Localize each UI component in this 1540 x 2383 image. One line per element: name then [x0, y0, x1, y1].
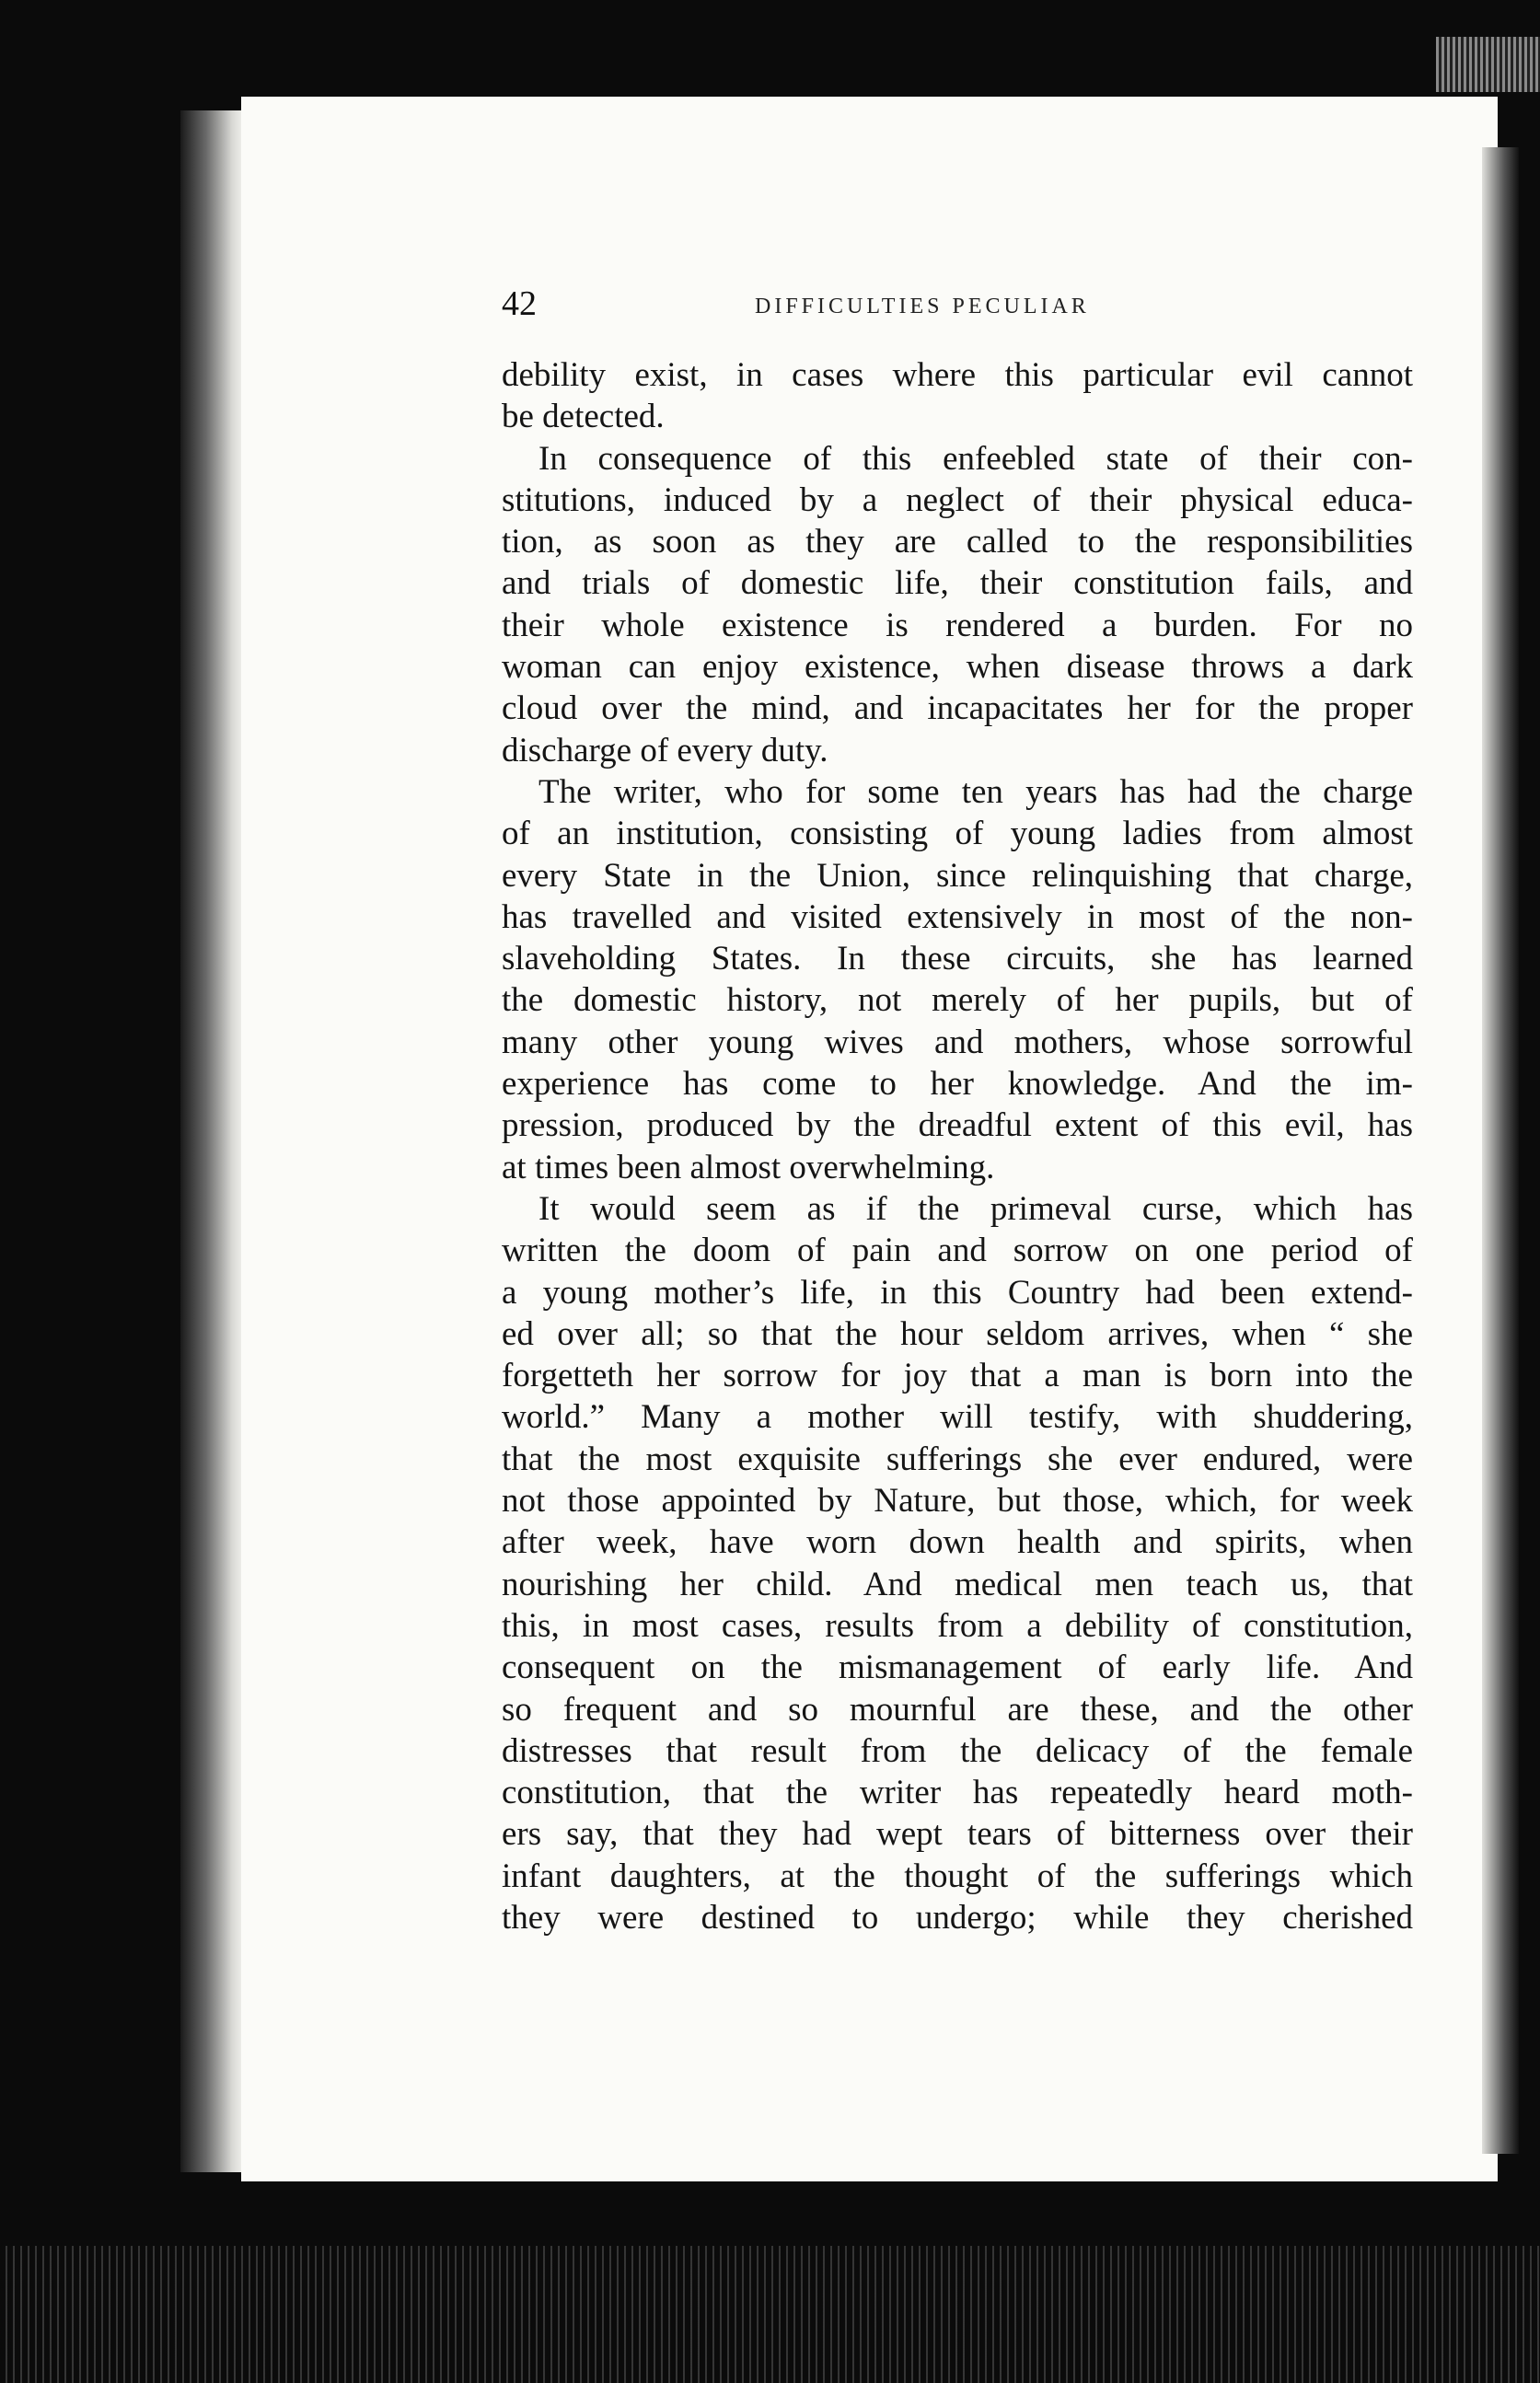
text-line: so frequent and so mournful are these, and the other [502, 1690, 1413, 1729]
page-edge-left [180, 110, 245, 2172]
text-line: of an institution, consisting of young ladies from almost [502, 815, 1413, 853]
text-line: distresses that result from the delicacy of the female [502, 1731, 1413, 1770]
text-line: every State in the Union, since relinquishing that charge, [502, 856, 1413, 895]
page-edge-right [1482, 147, 1519, 2154]
text-line: ers say, that they had wept tears of bitterness over their [502, 1815, 1413, 1854]
text-line: be detected. [502, 398, 665, 436]
text-line: cloud over the mind, and incapacitates her for the proper [502, 689, 1413, 728]
text-line: debility exist, in cases where this particular evil cannot [502, 356, 1413, 394]
text-line: experience has come to her knowledge. And the im- [502, 1065, 1413, 1104]
text-line: and trials of domestic life, their constitution fails, and [502, 564, 1413, 603]
text-line: nourishing her child. And medical men teach us, that [502, 1565, 1413, 1603]
text-line: the domestic history, not merely of her pupils, but of [502, 981, 1413, 1020]
text-line: discharge of every duty. [502, 731, 828, 769]
text-line: at times been almost overwhelming. [502, 1148, 995, 1186]
text-line: many other young wives and mothers, whose sorrowful [502, 1023, 1413, 1061]
text-line: slaveholding States. In these circuits, she has learned [502, 940, 1413, 978]
text-line: ed over all; so that the hour seldom arrives, when “ she [502, 1314, 1413, 1353]
text-line: stitutions, induced by a neglect of their physical educa- [502, 480, 1413, 519]
text-line: consequent on the mismanagement of early life. And [502, 1648, 1413, 1687]
text-line: tion, as soon as they are called to the responsibilities [502, 523, 1413, 561]
text-line: constitution, that the writer has repeatedly heard moth- [502, 1774, 1413, 1812]
page-number: 42 [502, 284, 537, 323]
text-line: world.” Many a mother will testify, with shuddering, [502, 1398, 1413, 1437]
text-line: they were destined to undergo; while they cherished [502, 1898, 1413, 1937]
text-line: written the doom of pain and sorrow on one period of [502, 1232, 1413, 1270]
text-line: their whole existence is rendered a burden. For no [502, 606, 1413, 644]
running-title: DIFFICULTIES PECULIAR [755, 295, 1090, 318]
text-line: It would seem as if the primeval curse, which has [538, 1189, 1413, 1228]
text-line: infant daughters, at the thought of the sufferings which [502, 1857, 1413, 1895]
running-head [502, 283, 1413, 330]
text-line: forgetteth her sorrow for joy that a man is born into the [502, 1357, 1413, 1395]
text-line: The writer, who for some ten years has had the charge [538, 772, 1413, 811]
text-line: a young mother’s life, in this Country had been extend- [502, 1273, 1413, 1312]
text-line: In consequence of this enfeebled state of their con- [538, 439, 1413, 478]
text-line: this, in most cases, results from a debility of constitution, [502, 1606, 1413, 1645]
text-line: pression, produced by the dreadful extent of this evil, has [502, 1106, 1413, 1145]
text-line: woman can enjoy existence, when disease throws a dark [502, 648, 1413, 687]
text-line: not those appointed by Nature, but those, which, for week [502, 1482, 1413, 1521]
scan-noise-top [1436, 37, 1540, 92]
body-text [502, 354, 1413, 1938]
text-line: after week, have worn down health and spirits, when [502, 1523, 1413, 1562]
text-line: that the most exquisite sufferings she ever endured, were [502, 1440, 1413, 1478]
scan-noise-bottom [0, 2246, 1540, 2383]
text-line: has travelled and visited extensively in most of the non- [502, 897, 1413, 936]
